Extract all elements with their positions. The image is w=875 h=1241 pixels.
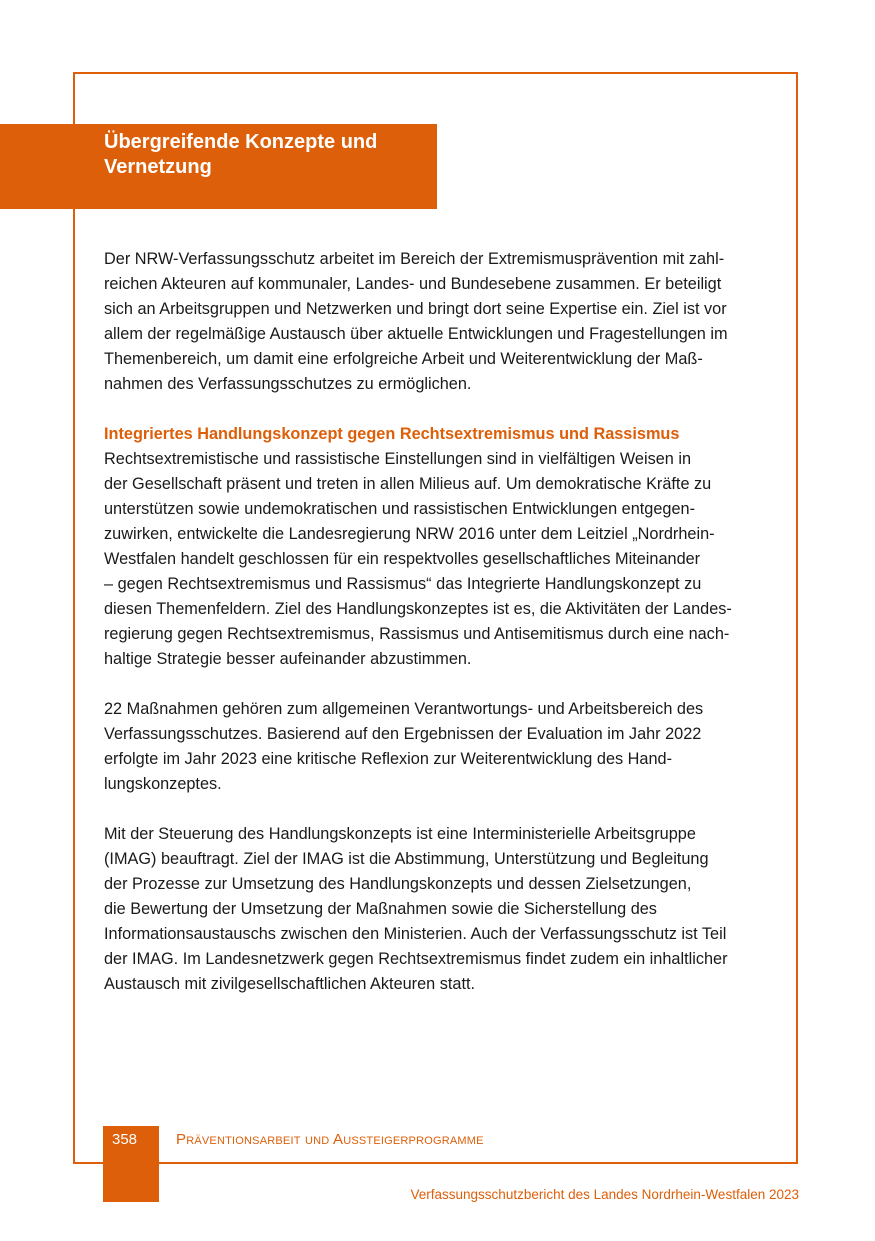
text-line: regierung gegen Rechtsextremismus, Rassismus und Antisemitismus durch eine nach- [104,625,730,643]
text-line: Rechtsextremistische und rassistische Einstellungen sind in vielfältigen Weisen in [104,450,692,468]
text-line: haltige Strategie besser aufeinander abzustimmen. [104,650,472,668]
text-line: der Prozesse zur Umsetzung des Handlungskonzepts und dessen Zielsetzungen, [104,875,692,893]
subheading: Integriertes Handlungskonzept gegen Rechtsextremismus und Rassismus [104,425,680,443]
paragraph-intro [104,247,772,397]
text-line: der IMAG. Im Landesnetzwerk gegen Rechtsextremismus findet zudem ein inhaltlicher [104,950,728,968]
paragraph-concept [104,422,772,672]
text-line: 22 Maßnahmen gehören zum allgemeinen Verantwortungs- und Arbeitsbereich des [104,700,704,718]
text-line: der Gesellschaft präsent und treten in allen Milieus auf. Um demokratische Kräfte zu [104,475,712,493]
text-line: Westfalen handelt geschlossen für ein respektvolles gesellschaftliches Miteinander [104,550,701,568]
text-line: unterstützen sowie undemokratischen und rassistischen Entwicklungen entgegen- [104,500,695,518]
text-line: zuwirken, entwickelte die Landesregierung NRW 2016 unter dem Leitziel „Nordrhein- [104,525,715,543]
running-head: Präventionsarbeit und Aussteigerprogramme [176,1131,484,1148]
text-line: – gegen Rechtsextremismus und Rassismus“ das Integrierte Handlungskonzept zu [104,575,702,593]
text-line: Mit der Steuerung des Handlungskonzepts ist eine Interministerielle Arbeitsgruppe [104,825,696,843]
text-line: die Bewertung der Umsetzung der Maßnahmen sowie die Sicherstellung des [104,900,657,918]
section-title-line: Übergreifende Konzepte und [104,131,378,153]
text-line: lungskonzeptes. [104,775,222,793]
text-line: reichen Akteuren auf kommunaler, Landes- und Bundesebene zusammen. Er beteiligt [104,275,722,293]
text-line: Themenbereich, um damit eine erfolgreiche Arbeit und Weiterentwicklung der Maß- [104,350,703,368]
page-number: 358 [112,1131,138,1148]
paragraph-measures [104,697,772,797]
section-title [104,130,434,180]
text-line: Informationsaustauschs zwischen den Ministerien. Auch der Verfassungsschutz ist Teil [104,925,727,943]
text-line: (IMAG) beauftragt. Ziel der IMAG ist die Abstimmung, Unterstützung und Begleitung [104,850,709,868]
body-text [104,247,772,1022]
section-title-line: Vernetzung [104,156,212,178]
text-line: sich an Arbeitsgruppen und Netzwerken und bringt dort seine Expertise ein. Ziel ist vor [104,300,727,318]
text-line: nahmen des Verfassungsschutzes zu ermöglichen. [104,375,472,393]
text-line: Der NRW-Verfassungsschutz arbeitet im Bereich der Extremismusprävention mit zahl- [104,250,725,268]
text-line: allem der regelmäßige Austausch über aktuelle Entwicklungen und Fragestellungen im [104,325,728,343]
text-line: erfolgte im Jahr 2023 eine kritische Reflexion zur Weiterentwicklung des Hand- [104,750,673,768]
text-line: Austausch mit zivilgesellschaftlichen Akteuren statt. [104,975,476,993]
text-line: diesen Themenfeldern. Ziel des Handlungskonzeptes ist es, die Aktivitäten der Landes- [104,600,732,618]
publication-title: Verfassungsschutzbericht des Landes Nordrhein-Westfalen 2023 [410,1187,799,1202]
paragraph-imag [104,822,772,997]
text-line: Verfassungsschutzes. Basierend auf den Ergebnissen der Evaluation im Jahr 2022 [104,725,702,743]
